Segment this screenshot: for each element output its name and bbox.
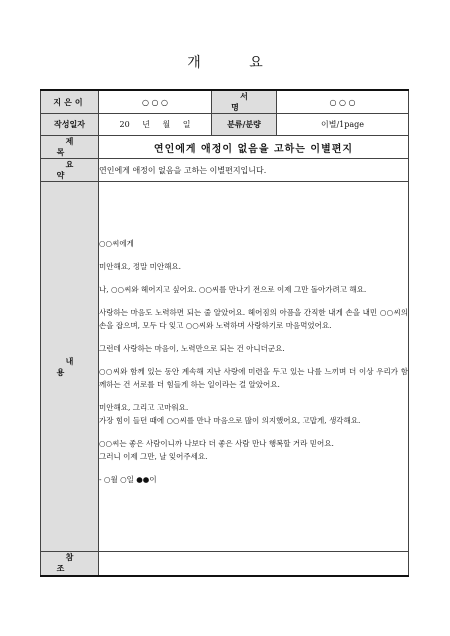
summary-label: 요 약 xyxy=(41,159,99,182)
letter-paragraph: ○○씨는 좋은 사람이니까 나보다 더 좋은 사람 만나 행복할 거라 믿어요. xyxy=(99,439,334,448)
date-value: 20 년 월 일 xyxy=(99,114,212,136)
date-row xyxy=(41,114,409,136)
author-value: ○ ○ ○ xyxy=(99,90,212,114)
content-row xyxy=(41,182,409,552)
reference-value xyxy=(99,552,409,576)
date-label: 작성일자 xyxy=(41,114,99,136)
letter-paragraph: 가장 힘이 들던 때에 ○○씨를 만나 마음으로 많이 의지했어요, 고맙게, 생각해요. xyxy=(99,416,361,425)
letter-paragraph: ○○씨와 함께 있는 동안 계속해 지난 사랑에 미련을 두고 있는 나를 느끼며 더 이상 우리가 함께하는 건 서로를 더 힘들게 하는 일이라는 걸 알았어요. xyxy=(99,367,408,389)
letter-paragraph: 그런데 사랑하는 마음이, 노력만으로 되는 건 아니더군요. xyxy=(99,344,285,353)
category-label: 분류/분량 xyxy=(212,114,277,136)
content-label: 내 용 xyxy=(41,182,99,552)
category-value: 이별/1page xyxy=(277,114,409,136)
title-row xyxy=(41,136,409,159)
letter-paragraph: 나, ○○씨와 헤어지고 싶어요. ○○씨를 만나기 전으로 이제 그만 돌아가려고 해요. xyxy=(99,285,367,294)
document-title: 연인에게 애정이 없음을 고하는 이별편지 xyxy=(99,136,409,159)
letter-paragraph: 사랑하는 마음도 노력하면 되는 줄 알았어요. 헤어짐의 아픔을 간직한 내게 손을 내민 ○○씨의 손을 잡으며, 모두 다 잊고 ○○씨와 노력하며 사랑하기로 마음먹었어요. xyxy=(99,308,408,330)
sign-value: ○ ○ ○ xyxy=(277,90,409,114)
letter-body xyxy=(99,182,409,552)
summary-row xyxy=(41,159,409,182)
summary-value: 연인에게 애정이 없음을 고하는 이별편지입니다. xyxy=(99,159,409,182)
letter-paragraph: 그러니 이제 그만, 날 잊어주세요. xyxy=(99,452,208,461)
reference-row xyxy=(41,552,409,576)
letter-signature: - ○월 ○일 ●●이 xyxy=(99,475,157,484)
reference-label: 참 조 xyxy=(41,552,99,576)
author-label: 지은이 xyxy=(41,90,99,114)
sign-label: 서 명 xyxy=(212,90,277,114)
letter-greeting: ○○씨에게 xyxy=(99,239,134,248)
document-form-table xyxy=(40,89,409,577)
letter-paragraph: 미안해요, 그리고 고마워요. xyxy=(99,403,189,412)
title-label: 제 목 xyxy=(41,136,99,159)
author-row xyxy=(41,90,409,114)
page-title: 개 요 xyxy=(187,55,285,71)
letter-paragraph: 미안해요, 정말 미안해요. xyxy=(99,262,181,271)
